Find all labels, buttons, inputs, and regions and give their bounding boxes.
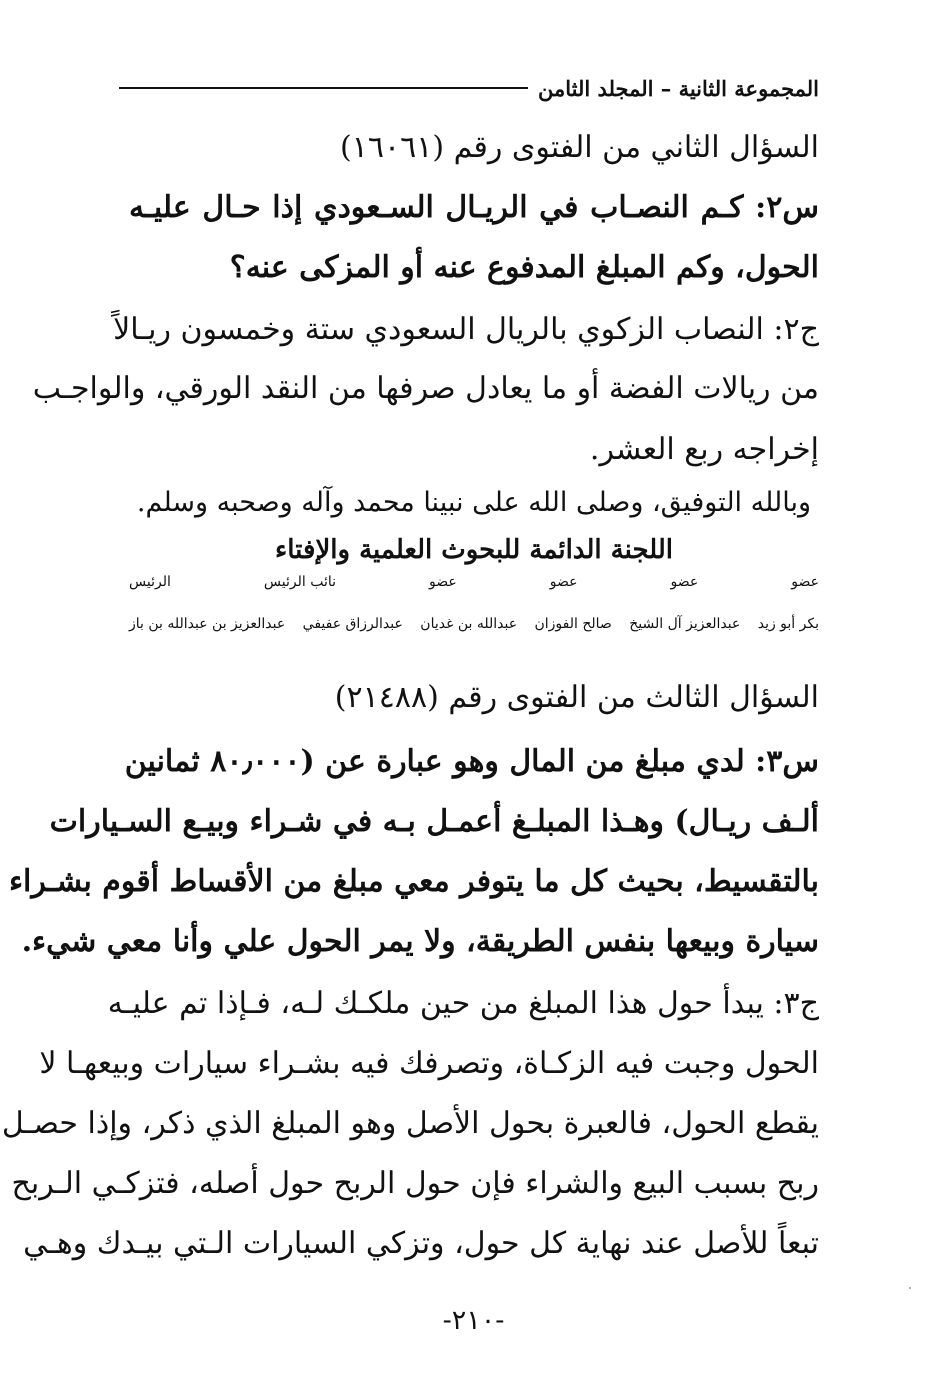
closing-line: وبالله التوفيق، وصلى الله على نبينا محمد وآله وصحبه وسلم. xyxy=(136,487,812,518)
question-line: س٣: لدي مبلغ من المال وهو عبارة عن (٨٠٫٠٠٠ ثمانين xyxy=(124,744,819,779)
answer-line: من ريالات الفضة أو ما يعادل صرفها من النقد الورقي، والواجـب xyxy=(32,371,819,406)
member-role: عضو xyxy=(670,574,699,590)
answer-line: ربح بسبب البيع والشراء فإن حول الربح حول أصله، فتزكـي الـربح xyxy=(11,1166,819,1201)
answer-line: ج٢: النصاب الزكوي بالريال السعودي ستة وخمسون ريـالاً xyxy=(113,312,819,347)
member-role: نائب الرئيس xyxy=(263,574,336,590)
fatwa-heading: السؤال الثالث من الفتوى رقم (٢١٤٨٨) xyxy=(334,680,819,715)
committee-name: اللجنة الدائمة للبحوث العلمية والإفتاء xyxy=(275,535,673,565)
answer-line: إخراجه ربع العشر. xyxy=(589,432,819,467)
header-rule xyxy=(119,87,528,89)
member-names-row xyxy=(129,612,819,636)
question-line: س٢: كـم النصـاب في الريـال السـعودي إذا حـال عليـه xyxy=(129,190,819,225)
member-name: عبدالعزيز آل الشيخ xyxy=(629,616,741,632)
question-line: سيارة وبيعها بنفس الطريقة، ولا يمر الحول علي وأنا معي شيء. xyxy=(21,924,819,959)
member-name: عبدالله بن غديان xyxy=(420,616,518,632)
running-header xyxy=(119,68,819,108)
member-name: بكر أبو زيد xyxy=(757,616,819,632)
answer-line: ج٣: يبدأ حول هذا المبلغ من حين ملكـك لـه، فـإذا تم عليـه xyxy=(107,986,819,1021)
member-name: عبدالعزيز بن عبدالله بن باز xyxy=(129,616,286,632)
committee-members xyxy=(129,570,819,636)
question-line: الحول، وكم المبلغ المدفوع عنه أو المزكى عنه؟ xyxy=(229,250,819,285)
answer-line: الحول وجبت فيه الزكـاة، وتصرفك فيه بشـراء سيارات وبيعهـا لا xyxy=(39,1046,819,1081)
question-line: بالتقسيط، بحيث كل ما يتوفر معي مبلغ من الأقساط أقوم بشـراء xyxy=(8,864,819,899)
member-role: الرئيس xyxy=(129,574,171,590)
question-line: ألـف ريـال) وهـذا المبلـغ أعمـل بـه في شـراء وبيـع السـيارات xyxy=(49,804,819,839)
series-volume-title: المجموعة الثانية – المجلد الثامن xyxy=(538,75,819,101)
member-name: صالح الفوزان xyxy=(534,616,612,632)
member-name: عبدالرزاق عفيفي xyxy=(302,616,403,632)
page-number: -٢١٠- xyxy=(442,1305,505,1336)
member-roles-row xyxy=(129,570,819,594)
answer-line: يقطع الحول، فالعبرة بحول الأصل وهو المبلغ الذي ذكر، وإذا حصـل xyxy=(1,1106,819,1141)
answer-line: تبعاً للأصل عند نهاية كل حول، وتزكي السيارات الـتي بيـدك وهـي xyxy=(23,1226,819,1261)
scan-speck xyxy=(909,1287,911,1289)
fatwa-heading: السؤال الثاني من الفتوى رقم (١٦٠٦١) xyxy=(340,130,819,165)
member-role: عضو xyxy=(549,574,578,590)
member-role: عضو xyxy=(791,574,819,590)
member-role: عضو xyxy=(429,574,457,590)
